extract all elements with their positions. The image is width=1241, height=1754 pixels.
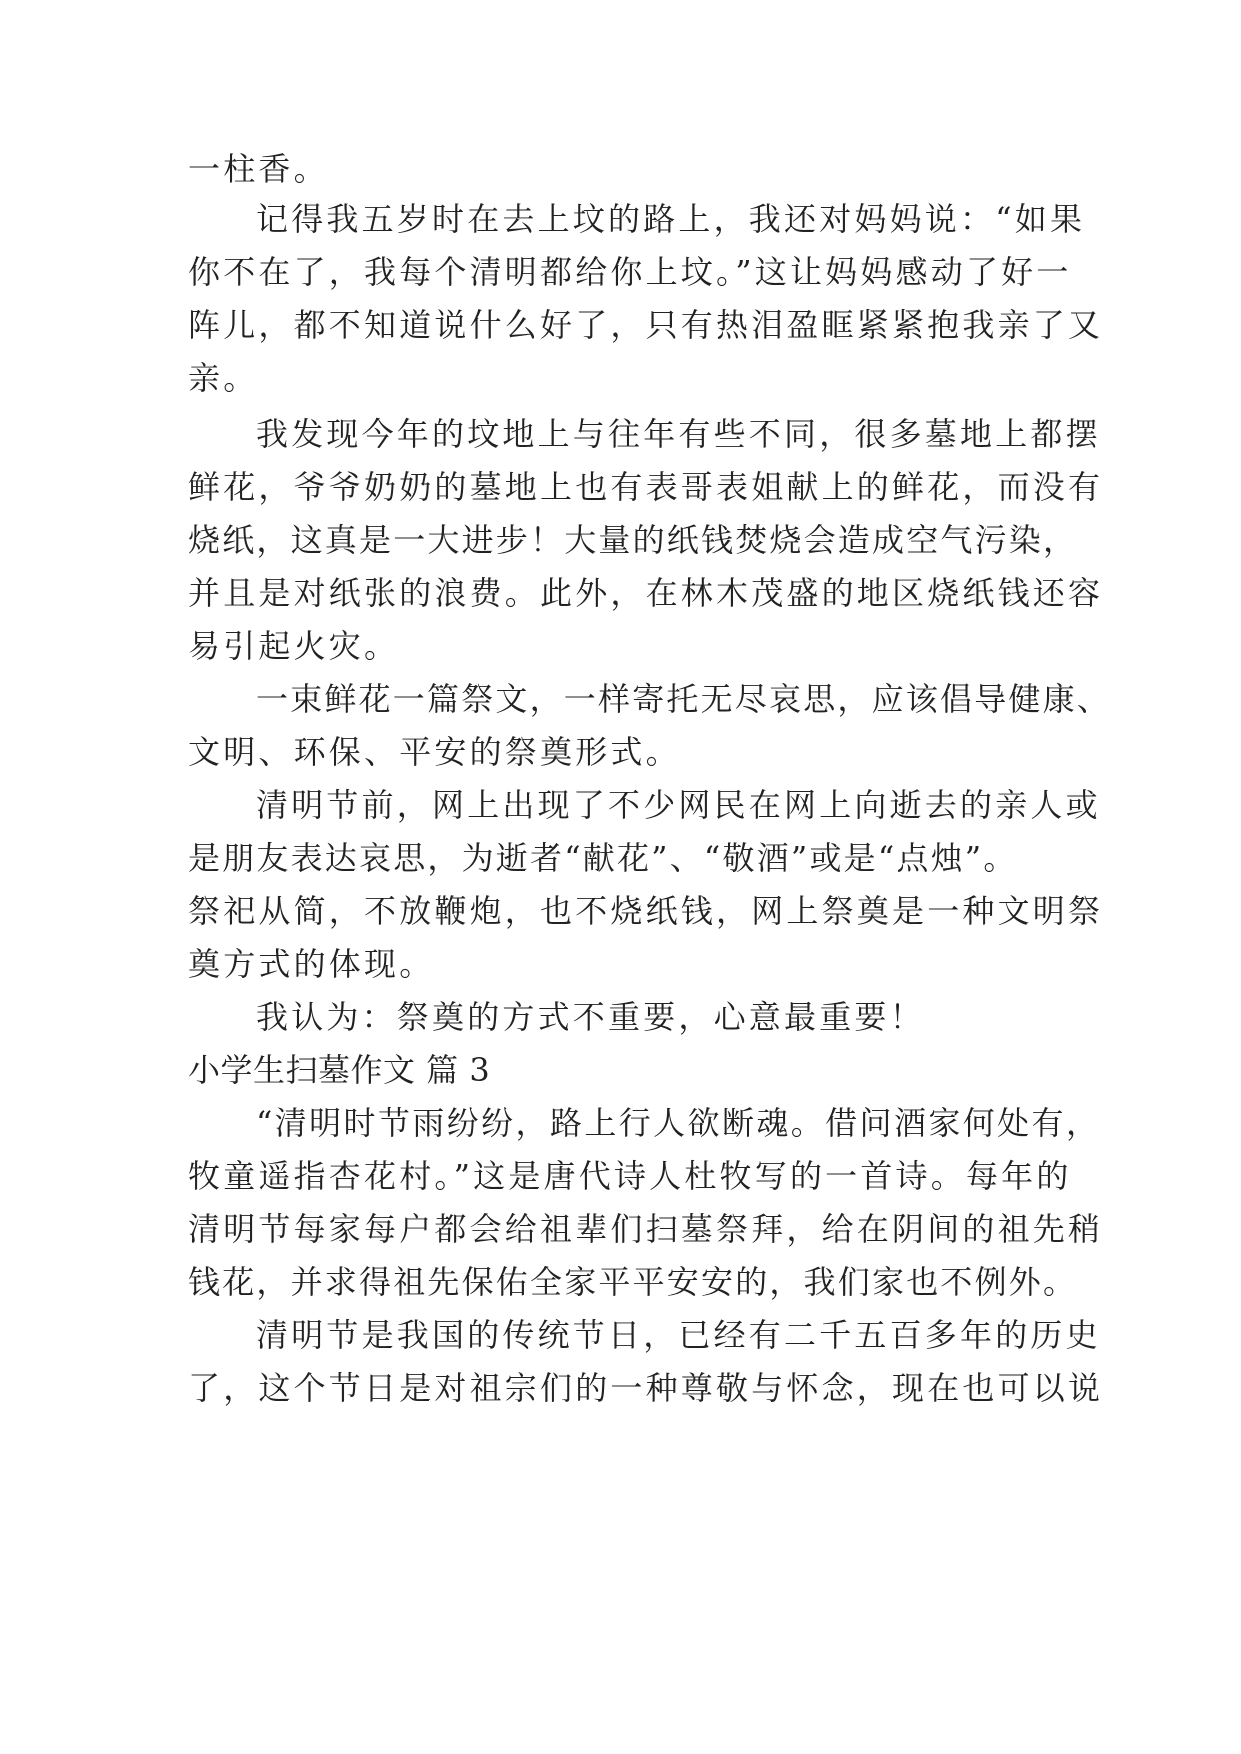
text-line: 清明节前，网上出现了不少网民在网上向逝去的亲人或 xyxy=(256,786,1101,824)
text-line: “清明时节雨纷纷，路上行人欲断魂。借问酒家何处有， xyxy=(256,1104,1101,1142)
text-line: 亲。 xyxy=(188,359,259,397)
text-line: 祭祀从简，不放鞭炮，也不烧纸钱，网上祭奠是一种文明祭 xyxy=(188,892,1104,930)
text-line: 烧纸，这真是一大进步！大量的纸钱焚烧会造成空气污染， xyxy=(188,521,1078,559)
text-line: 我认为：祭奠的方式不重要，心意最重要！ xyxy=(256,998,925,1036)
text-line: 钱花，并求得祖先保佑全家平平安安的，我们家也不例外。 xyxy=(188,1263,1078,1301)
text-line: 奠方式的体现。 xyxy=(188,945,435,983)
text-line: 了，这个节日是对祖宗们的一种尊敬与怀念，现在也可以说 xyxy=(188,1369,1104,1407)
section-heading: 小学生扫墓作文 篇 3 xyxy=(188,1051,491,1089)
text-line: 记得我五岁时在去上坟的路上，我还对妈妈说：“如果 xyxy=(256,200,1086,238)
text-line: 清明节是我国的传统节日，已经有二千五百多年的历史 xyxy=(256,1316,1101,1354)
text-line: 易引起火灾。 xyxy=(188,627,400,665)
text-line: 并且是对纸张的浪费。此外，在林木茂盛的地区烧纸钱还容 xyxy=(188,574,1104,612)
text-line: 一柱香。 xyxy=(188,150,329,188)
text-line: 鲜花，爷爷奶奶的墓地上也有表哥表姐献上的鲜花，而没有 xyxy=(188,468,1104,506)
text-line: 我发现今年的坟地上与往年有些不同，很多墓地上都摆 xyxy=(256,415,1101,453)
text-line: 牧童遥指杏花村。”这是唐代诗人杜牧写的一首诗。每年的 xyxy=(188,1157,1072,1195)
text-line: 一束鲜花一篇祭文，一样寄托无尽哀思，应该倡导健康、 xyxy=(256,680,1112,718)
text-line: 是朋友表达哀思，为逝者“献花”、“敬酒”或是“点烛”。 xyxy=(188,839,1018,877)
text-line: 你不在了，我每个清明都给你上坟。”这让妈妈感动了好一 xyxy=(188,253,1072,291)
text-line: 文明、环保、平安的祭奠形式。 xyxy=(188,733,681,771)
text-line: 清明节每家每户都会给祖辈们扫墓祭拜，给在阴间的祖先稍 xyxy=(188,1210,1104,1248)
text-line: 阵儿，都不知道说什么好了，只有热泪盈眶紧紧抱我亲了又 xyxy=(188,306,1104,344)
